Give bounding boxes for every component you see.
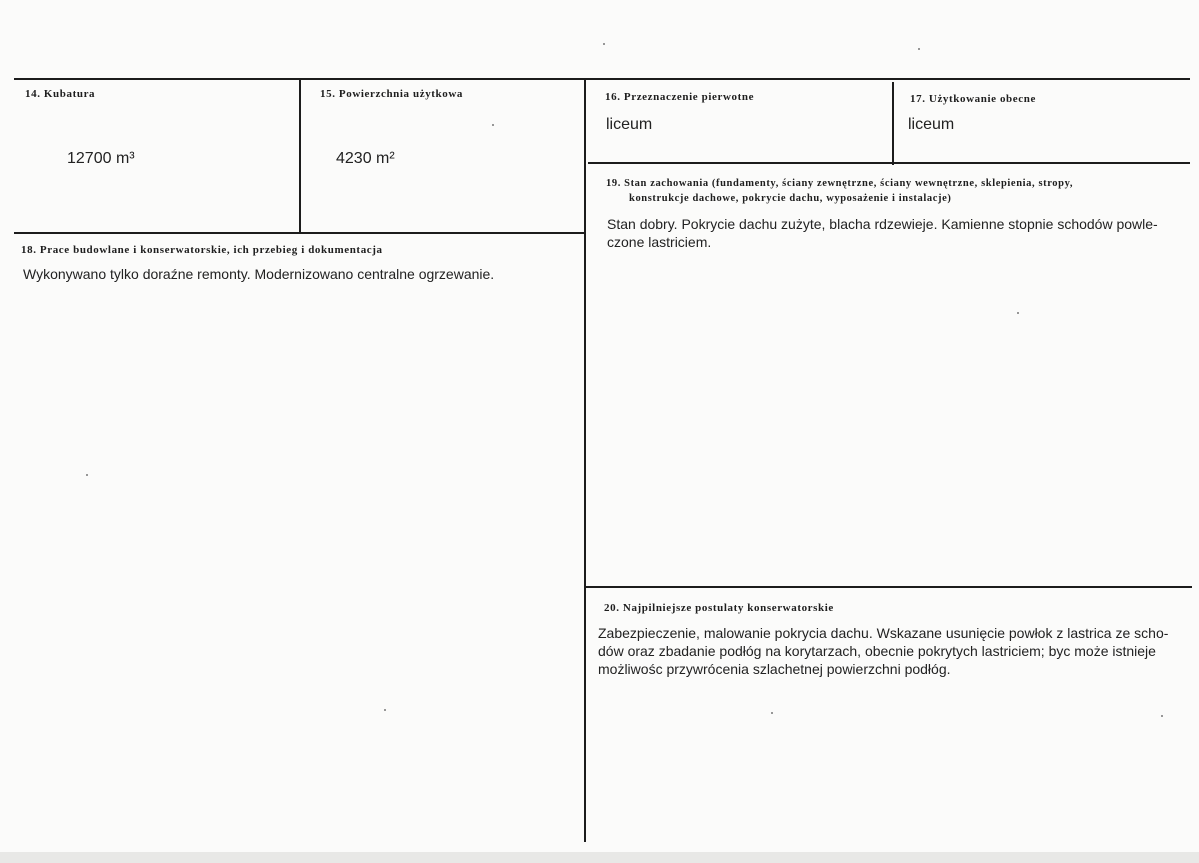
field-18-text: Wykonywano tylko doraźne remonty. Modernizowano centralne ogrzewanie. (23, 266, 495, 282)
scan-speck (771, 712, 773, 714)
divider-14-15 (299, 79, 301, 232)
rule-below-16-17 (588, 162, 1190, 164)
center-divider (584, 80, 586, 842)
field-19-text-line2: czone lastriciem. (607, 234, 712, 250)
field-16-label: 16. Przeznaczenie pierwotne (605, 91, 755, 103)
scan-speck (492, 124, 494, 126)
scan-speck (603, 43, 605, 45)
field-14-label: 14. Kubatura (25, 88, 96, 100)
field-14-value: 12700 m³ (67, 150, 135, 167)
divider-16-17 (892, 82, 894, 165)
field-15-label: 15. Powierzchnia użytkowa (320, 88, 464, 100)
field-20-label: 20. Najpilniejsze postulaty konserwatorskie (604, 602, 834, 614)
field-19-text-line1: Stan dobry. Pokrycie dachu zużyte, blacha rdzewieje. Kamienne stopnie schodów powle- (607, 216, 1158, 232)
field-15-value: 4230 m² (336, 150, 395, 167)
top-rule (14, 78, 1190, 80)
field-20-text-line2: dów oraz zbadanie podłóg na korytarzach, obecnie pokrytych lastriciem; byc może istnieje (598, 643, 1156, 659)
rule-below-14-15 (14, 232, 586, 234)
field-17-value: liceum (908, 116, 955, 133)
scan-speck (1017, 312, 1019, 314)
field-17-label: 17. Użytkowanie obecne (910, 93, 1036, 105)
scan-bottom-edge (0, 852, 1199, 863)
field-19-label-line1: 19. Stan zachowania (fundamenty, ściany zewnętrzne, ściany wewnętrzne, sklepienia, stropy, (606, 178, 1074, 189)
scan-speck (384, 709, 386, 711)
field-20-text-line3: możliwośc przywrócenia szlachetnej powierzchni podłóg. (598, 661, 951, 677)
field-16-value: liceum (606, 116, 653, 133)
field-20-text-line1: Zabezpieczenie, malowanie pokrycia dachu. Wskazane usunięcie powłok z lastrica ze scho- (598, 625, 1169, 641)
rule-above-20 (586, 586, 1192, 588)
field-18-label: 18. Prace budowlane i konserwatorskie, ich przebieg i dokumentacja (21, 244, 383, 256)
field-19-label-line2: konstrukcje dachowe, pokrycie dachu, wyposażenie i instalacje) (629, 193, 952, 204)
scan-speck (1161, 715, 1163, 717)
scan-speck (918, 48, 920, 50)
scan-speck (86, 474, 88, 476)
